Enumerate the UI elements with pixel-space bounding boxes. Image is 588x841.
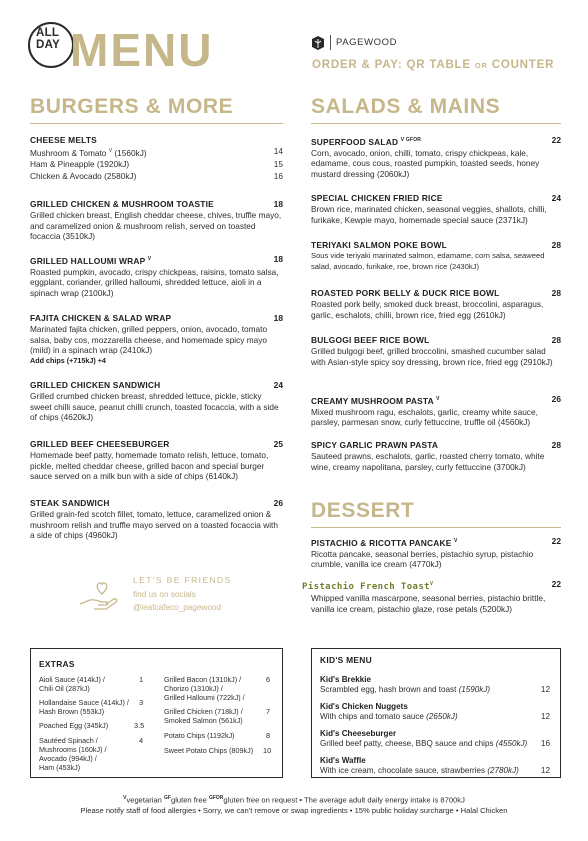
item-description: Roasted pork belly, smoked duck breast, broccolini, asparagus, garlic, eschalots, chilli, brown rice, fried egg (2610kJ) (311, 299, 544, 320)
menu-item-prawn-pasta (311, 440, 561, 472)
item-description: Marinated fajita chicken, grilled peppers, onion, avocado, tomato salsa, baby cos, mozzarella cheese, and homemade spicy mayo (mild) in a spinach wrap (2410kJ) (30, 324, 268, 356)
section-rule-dessert (311, 527, 561, 528)
item-description: Roasted pumpkin, avocado, crispy chickpeas, raisins, tomato salsa, eggplant, coriander, grilled halloumi, shredded lettuce, aioli in a spinach wrap (2100kJ) (30, 266, 279, 298)
item-name: ROASTED PORK BELLY & DUCK RICE BOWL (311, 288, 500, 298)
extras-price: 6 (266, 675, 271, 684)
extras-item: Potato Chips (1192kJ) (164, 731, 235, 740)
item-price: 18 (273, 313, 283, 323)
section-heading-dessert: DESSERT (311, 499, 415, 522)
item-name: CHEESE MELTS (30, 135, 97, 145)
extras-item: Grilled Bacon (1310kJ) / Chorizo (1310kJ) / Grilled Halloumi (722kJ) / (164, 675, 245, 702)
item-description: Ricotta pancake, seasonal berries, pistachio syrup, pistachio crumble, vanilla ice cream (4770kJ) (311, 548, 534, 570)
sub-item-row: Mushroom & Tomato $^V$ (1560kJ) 14 (30, 146, 283, 158)
item-description: Grilled grain-fed scotch fillet, tomato, lettuce, caramelized onion & mushroom relish and truffle mayo served on a toasted focaccia with a side of chips (4960kJ) (30, 509, 278, 541)
extras-item: Hollandaise Sauce (414kJ) / Hash Brown (553kJ) (39, 698, 129, 716)
page-title: MENU (70, 24, 214, 76)
section-heading-salads: SALADS & MAINS (311, 95, 501, 118)
item-description: Brown rice, marinated chicken, seasonal veggies, shallots, chilli, furikake, Kewpie mayo, homemade special sauce (2371kJ) (311, 204, 547, 225)
item-price: 28 (551, 440, 561, 450)
allergy-notice: Please notify staff of food allergies • Sorry, we can't remove or swap ingredients • 15% public holiday surcharge • Halal Chicken (80, 806, 508, 815)
order-or-text: OR (474, 61, 488, 70)
item-price: 18 (273, 199, 283, 209)
kids-item (320, 675, 550, 695)
logo-day-text: DAY (36, 39, 61, 51)
brand-separator (330, 35, 331, 50)
item-description: Homemade beef patty, homemade tomato relish, lettuce, tomato, pickle, melted cheddar cheese, grilled bacon and special burger sauce served on a milk bun with a side of chips (6140kJ) (30, 450, 269, 482)
kids-item-description: With chips and tomato sauce (2650kJ) (320, 712, 458, 721)
item-description: Corn, avocado, onion, chilli, tomato, crispy chickpeas, kale, edamame, cous cous, roasted pumpkin, toasted seeds, honey mustard dressing (2060kJ) (311, 147, 540, 179)
menu-item-chicken-sandwich (30, 380, 283, 423)
item-name: FAJITA CHICKEN & SALAD WRAP (30, 313, 172, 323)
kids-item-description: Scrambled egg, hash brown and toast (1590kJ) (320, 685, 491, 694)
item-name: BULGOGI BEEF RICE BOWL (311, 335, 430, 345)
extras-item: Grilled Chicken (718kJ) / Smoked Salmon (561kJ) (164, 707, 243, 725)
section-rule-salads (311, 123, 561, 124)
item-name: SPICY GARLIC PRAWN PASTA (311, 440, 439, 450)
item-name: STEAK SANDWICH (30, 498, 110, 508)
sub-item-row: Ham & Pineapple (1920kJ) 15 (30, 159, 283, 170)
hand-heart-icon (76, 574, 120, 618)
sub-item-price: 14 (273, 146, 283, 156)
extras-price: 7 (266, 707, 271, 716)
extras-title: EXTRAS (39, 659, 75, 669)
menu-item-bulgogi-beef-bowl (311, 335, 561, 367)
item-price: 22 (551, 536, 561, 546)
sub-item-price: 15 (273, 159, 283, 170)
menu-item-fajita-chicken-wrap (30, 313, 283, 366)
social-handle[interactable]: @leafcafeco_pagewood (133, 603, 221, 612)
item-description: Sauteed prawns, eschalots, garlic, roasted cherry tomato, white wine, creamy napolitana, parsley, curly fettuccine (3700kJ) (311, 451, 545, 472)
extras-item: Poached Egg (345kJ) (39, 721, 109, 730)
item-description: Grilled crumbed chicken breast, shredded lettuce, pickle, sticky sweet chilli sauce, peanut chilli crunch, toasted focaccia, with a side of chips (4620kJ) (30, 391, 279, 423)
item-price: 28 (551, 288, 561, 298)
kids-item-name: Kid's Cheeseburger (320, 729, 397, 738)
item-description: Grilled chicken breast, English cheddar cheese, chives, truffle mayo, and caramelized onion & mushroom relish, served on toasted focaccia (3510kJ) (30, 210, 282, 242)
item-price: 24 (273, 380, 283, 390)
extras-price: 1 (139, 675, 144, 684)
menu-item-chicken-mushroom-toastie (30, 199, 283, 242)
item-name: CREAMY MUSHROOM PASTA $^V$ (311, 395, 440, 406)
extras-price: 8 (266, 731, 271, 740)
extras-item: Aioli Sauce (414kJ) / Chili Oil (287kJ) (39, 675, 105, 693)
item-price: 22 (551, 579, 561, 589)
menu-item-superfood-salad (311, 135, 561, 180)
kids-item-name: Kid's Brekkie (320, 675, 371, 684)
kids-item-price: 16 (540, 739, 550, 748)
kids-item-name: Kid's Waffle (320, 756, 366, 765)
item-name: GRILLED HALLOUMI WRAP $^V$ (30, 255, 152, 266)
item-addon: Add chips (+715kJ) +4 (30, 355, 106, 365)
extras-item: Sautéed Spinach / Mushrooms (160kJ) / Avocado (994kJ) / Ham (453kJ) (39, 736, 107, 772)
item-price: 25 (273, 439, 283, 449)
menu-item-steak-sandwich (30, 498, 283, 541)
order-main-text: ORDER & PAY: QR TABLE (312, 59, 475, 71)
kids-item-description: Grilled beef patty, cheese, BBQ sauce and chips (4550kJ) (320, 739, 528, 748)
item-price: 26 (551, 394, 561, 404)
location-name: PAGEWOOD (336, 37, 398, 48)
kids-item-name: Kid's Chicken Nuggets (320, 702, 408, 711)
section-heading-burgers: BURGERS & MORE (30, 95, 234, 118)
kids-item-price: 12 (540, 685, 550, 694)
menu-item-pork-duck-rice-bowl (311, 288, 561, 320)
extras-price: 3.5 (134, 721, 145, 730)
extras-item: Sweet Potato Chips (809kJ) (164, 746, 254, 755)
item-description: Whipped vanilla mascarpone, seasonal berries, pistachio brittle, vanilla ice cream, pistachio glaze, rose petals (5200kJ) (311, 593, 546, 614)
item-name: SUPERFOOD SALAD $^{V GFOR}$ (311, 136, 422, 147)
sub-item-row: Chicken & Avocado (2580kJ) 16 (30, 170, 283, 181)
leaf-logo-icon (312, 36, 324, 50)
kids-item-price: 12 (540, 712, 550, 721)
logo-all-text: ALL (36, 27, 60, 39)
item-price: 28 (551, 335, 561, 345)
kids-item (320, 729, 550, 749)
section-rule-burgers (30, 123, 283, 124)
item-name: PISTACHIO & RICOTTA PANCAKE $^V$ (311, 537, 458, 548)
kids-menu-title: KID'S MENU (320, 655, 372, 665)
item-description: Mixed mushroom ragu, eschalots, garlic, creamy white sauce, parsley, parmesan snow, curly fettuccine, truffle oil (4560kJ) (311, 406, 538, 428)
extras-price: 4 (139, 736, 144, 745)
social-heading: LET'S BE FRIENDS (133, 575, 232, 585)
extras-price: 10 (263, 746, 272, 755)
kids-item (320, 756, 550, 776)
kids-item (320, 702, 550, 722)
item-description: Grilled bulgogi beef, grilled broccolini, smashed cucumber salad with Asian-style spicy soy dressing, brown rice, fried egg (2910kJ) (311, 346, 553, 367)
item-name: GRILLED CHICKEN & MUSHROOM TOASTIE (30, 199, 214, 209)
item-price: 26 (273, 498, 283, 508)
order-instructions (312, 59, 554, 71)
menu-item-chicken-fried-rice (311, 193, 561, 225)
order-end-text: COUNTER (487, 59, 555, 71)
menu-item-halloumi-wrap (30, 254, 283, 299)
menu-item-salmon-poke-bowl (311, 240, 561, 272)
menu-item-beef-cheeseburger (30, 439, 283, 482)
kids-item-description: With ice cream, chocolate sauce, strawberries (2780kJ) (320, 766, 519, 775)
dietary-legend: $^V$vegetarian $^{GF}$gluten free $^{GFOR}$gluten free on request • The average adult daily energy intake is 8700kJ (123, 795, 465, 805)
menu-item-cheese-melts (30, 135, 283, 183)
item-name: Pistachio French Toast$^V$ (302, 581, 434, 592)
item-name: TERIYAKI SALMON POKE BOWL (311, 240, 447, 250)
item-price: 18 (273, 254, 283, 264)
social-tagline: find us on socials (133, 590, 196, 599)
item-name: GRILLED CHICKEN SANDWICH (30, 380, 161, 390)
item-name: GRILLED BEEF CHEESEBURGER (30, 439, 170, 449)
menu-item-creamy-mushroom-pasta (311, 394, 561, 428)
menu-item-ricotta-pancake (311, 536, 561, 570)
sub-item-price: 16 (273, 170, 283, 181)
extras-price: 3 (139, 698, 144, 707)
item-price: 28 (551, 240, 561, 250)
item-name: SPECIAL CHICKEN FRIED RICE (311, 193, 443, 203)
kids-item-price: 12 (540, 766, 550, 775)
item-price: 22 (551, 135, 561, 145)
item-description: Sous vide teriyaki marinated salmon, edamame, corn salsa, seaweed salad, avocado, furikake, roe, brown rice (2430kJ) (311, 251, 545, 271)
menu-item-pistachio-french-toast (302, 579, 561, 614)
item-price: 24 (551, 193, 561, 203)
